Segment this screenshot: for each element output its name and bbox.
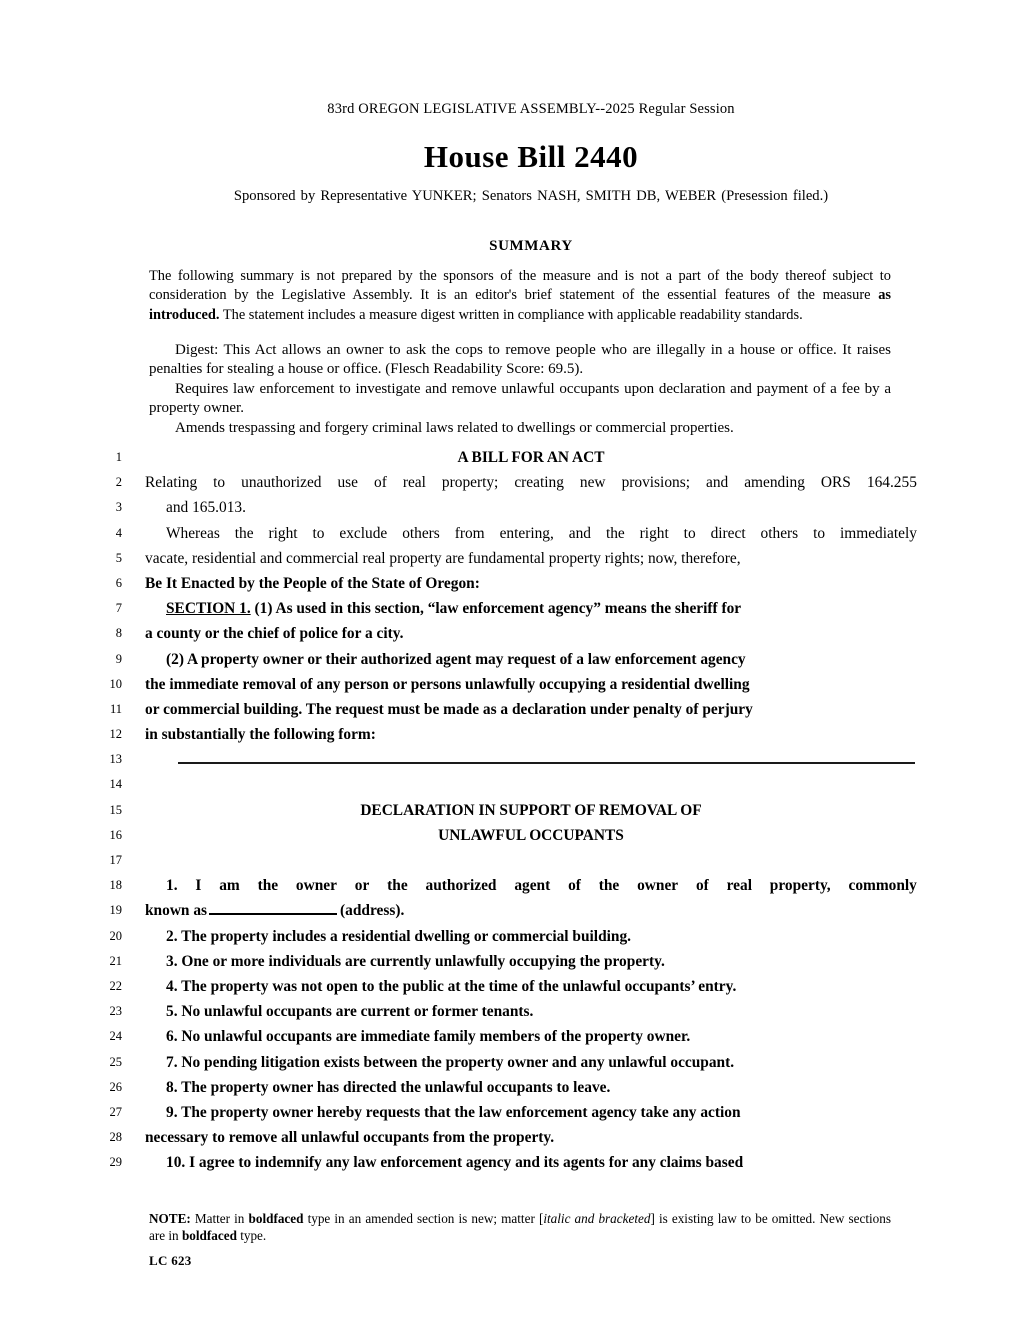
- digest-paragraph: Digest: This Act allows an owner to ask the cops to remove people who are illegally in a house or office. It raises penalties for stealing a house or office. (Flesch Readability Score: 69.5).: [149, 342, 891, 378]
- word: Whereas: [166, 524, 220, 542]
- line-number: 14: [109, 777, 122, 792]
- declaration-item-6: 6. No unlawful occupants are immediate family members of the property owner.: [166, 1028, 691, 1046]
- word: new: [579, 474, 606, 492]
- digest-paragraph: Requires law enforcement to investigate and remove unlawful occupants upon declaration and payment of a fee by a property owner.: [149, 380, 891, 417]
- word: provisions;: [621, 474, 690, 492]
- declaration-item-10: 10. I agree to indemnify any law enforcement agency and its agents for any claims based: [166, 1154, 744, 1172]
- bill-line: [0, 772, 1024, 797]
- word: property;: [441, 474, 499, 492]
- bill-line: [0, 521, 1024, 546]
- line-number: 25: [109, 1054, 122, 1069]
- line-number: 19: [109, 903, 122, 918]
- bill-line-text: [166, 521, 917, 546]
- word: exclude: [339, 524, 388, 542]
- word: direct: [710, 524, 746, 542]
- line-number: 16: [109, 827, 122, 842]
- bill-line: [0, 823, 1024, 848]
- word: am: [219, 877, 240, 895]
- bill-line: [0, 974, 1024, 999]
- lc-code: LC 623: [149, 1253, 192, 1268]
- line-number: 27: [109, 1104, 122, 1119]
- note-bold-2: boldfaced: [181, 1228, 237, 1244]
- bill-line-text: or commercial building. The request must be made as a declaration under penalty of perjury: [145, 700, 753, 718]
- bill-act-heading: A BILL FOR AN ACT: [457, 449, 605, 466]
- line-number: 17: [109, 853, 122, 867]
- word: entering,: [499, 524, 554, 542]
- word: the: [598, 877, 620, 895]
- word: real: [402, 474, 426, 492]
- word: authorized: [425, 877, 497, 895]
- section-text: (1) As used in this section, “law enforcement agency” means the sheriff for: [254, 600, 742, 618]
- bill-line: [0, 1100, 1024, 1125]
- declaration-item-8: 8. The property owner has directed the unlawful occupants to leave.: [166, 1078, 611, 1096]
- bill-line-text: a county or the chief of police for a city.: [145, 625, 404, 643]
- assembly-session-line: 83rd OREGON LEGISLATIVE ASSEMBLY--2025 Regular Session: [327, 101, 735, 117]
- bill-line: [0, 898, 1024, 923]
- note-text-2: type in an amended section is new; matter [: [303, 1211, 544, 1226]
- word: real: [726, 877, 752, 895]
- line-number: 20: [109, 928, 122, 943]
- bill-line: [0, 596, 1024, 621]
- address-blank-field[interactable]: [209, 902, 337, 915]
- word: others: [402, 524, 440, 542]
- note-text-1: Matter in: [190, 1211, 249, 1226]
- word: ORS: [820, 474, 851, 492]
- bill-line-text: vacate, residential and commercial real property are fundamental property rights; now, therefore,: [145, 549, 741, 567]
- note-text-4: type.: [236, 1228, 267, 1244]
- word: commonly: [848, 877, 917, 895]
- bill-line-text: [145, 470, 917, 495]
- line-number: 8: [115, 626, 122, 641]
- summary-disclaimer-part1: The following summary is not prepared by the sponsors of the measure and is not a part of the body thereof subject to consideration by the Legislative Assembly. It is an editor's brief statement of the essential features of the measure: [149, 268, 891, 304]
- note-bold-1: boldfaced: [248, 1211, 304, 1226]
- word: 164.255: [866, 474, 917, 492]
- bill-line: [0, 924, 1024, 949]
- word: property,: [769, 877, 831, 895]
- summary-as-introduced: as introduced.: [149, 287, 891, 323]
- bill-line: [0, 848, 1024, 873]
- summary-heading: SUMMARY: [489, 238, 573, 254]
- bill-line: [0, 1075, 1024, 1100]
- line-number: 24: [109, 1029, 122, 1044]
- declaration-item-5: 5. No unlawful occupants are current or former tenants.: [166, 1003, 534, 1021]
- line-number: 9: [115, 651, 122, 666]
- bill-line: [0, 1050, 1024, 1075]
- bill-line: [0, 1125, 1024, 1150]
- digest-block: [149, 341, 891, 438]
- bill-line: [0, 495, 1024, 520]
- enacting-clause: Be It Enacted by the People of the State of Oregon:: [145, 574, 480, 592]
- word: of: [568, 877, 581, 895]
- address-suffix: (address).: [340, 902, 405, 920]
- word: to: [213, 474, 226, 492]
- word: right: [639, 524, 669, 542]
- word: unauthorized: [241, 474, 322, 492]
- word: of: [374, 474, 387, 492]
- bill-line: [0, 672, 1024, 697]
- line-number: 29: [109, 1155, 122, 1170]
- bill-line: [0, 470, 1024, 495]
- sponsor-line: Sponsored by Representative YUNKER; Senators NASH, SMITH DB, WEBER (Presession filed.): [233, 188, 829, 204]
- summary-disclaimer-part2: The statement includes a measure digest written in compliance with applicable readability standards.: [219, 306, 803, 323]
- word: to: [683, 524, 696, 542]
- bill-line-text: (2) A property owner or their authorized agent may request of a law enforcement agency: [166, 650, 746, 668]
- summary-disclaimer: [149, 267, 891, 325]
- line-number: 15: [109, 802, 122, 817]
- word: of: [695, 877, 709, 895]
- word: to: [312, 524, 325, 542]
- word: Relating: [145, 474, 198, 492]
- declaration-heading-line2: UNLAWFUL OCCUPANTS: [438, 826, 624, 844]
- word: creating: [514, 474, 564, 492]
- word: the: [257, 877, 279, 895]
- word: I: [195, 877, 202, 895]
- declaration-item-4: 4. The property was not open to the public at the time of the unlawful occupants’ entry.: [166, 977, 737, 995]
- word: the: [234, 524, 254, 542]
- declaration-item-3: 3. One or more individuals are currently unlawfully occupying the property.: [166, 952, 665, 970]
- word: immediately: [840, 524, 917, 542]
- word: owner: [295, 877, 337, 895]
- line-number: 7: [115, 601, 122, 616]
- word: from: [454, 524, 485, 542]
- word: owner: [637, 877, 679, 895]
- bill-line-text: [166, 596, 917, 621]
- line-number: 4: [115, 525, 122, 540]
- word: right: [268, 524, 298, 542]
- word: 1.: [166, 877, 178, 895]
- line-number: 28: [109, 1130, 122, 1145]
- word: agent: [514, 877, 551, 895]
- bill-line-text: the immediate removal of any person or persons unlawfully occupying a residential dwelling: [145, 675, 750, 693]
- line-number: 10: [109, 676, 122, 691]
- bill-body: [0, 445, 1024, 1175]
- line-number: 13: [109, 752, 122, 767]
- word: to: [813, 524, 826, 542]
- note-italic-1: italic and bracketed: [543, 1211, 651, 1226]
- address-blank-line: [145, 898, 917, 923]
- bill-line: [0, 999, 1024, 1024]
- word: use: [337, 474, 359, 492]
- word: others: [760, 524, 799, 542]
- word: and: [568, 524, 592, 542]
- bill-line: [0, 445, 1024, 470]
- bill-line: [0, 621, 1024, 646]
- bill-line: [0, 571, 1024, 596]
- word: and: [705, 474, 729, 492]
- line-number: 3: [115, 500, 122, 515]
- line-number: 1: [115, 450, 122, 464]
- bill-line-text: in substantially the following form:: [145, 726, 376, 744]
- line-number: 18: [109, 878, 122, 893]
- bill-line-text: and 165.013.: [166, 499, 246, 517]
- line-number: 6: [115, 575, 122, 590]
- word: amending: [744, 474, 805, 492]
- footer-note: [149, 1210, 891, 1245]
- declaration-heading-line1: DECLARATION IN SUPPORT OF REMOVAL OF: [360, 801, 702, 819]
- bill-line: [0, 546, 1024, 571]
- bill-line: [0, 722, 1024, 747]
- line-number: 12: [109, 727, 122, 742]
- line-number: 5: [115, 550, 122, 565]
- address-prefix: known as: [145, 902, 208, 920]
- bill-line: [0, 697, 1024, 722]
- declaration-item-1: [166, 873, 917, 898]
- bill-line: [0, 949, 1024, 974]
- declaration-item-7: 7. No pending litigation exists between the property owner and any unlawful occupant.: [166, 1053, 735, 1071]
- bill-line: [0, 647, 1024, 672]
- bill-line: [0, 798, 1024, 823]
- bill-line: [0, 1150, 1024, 1175]
- line-number: 23: [109, 1004, 122, 1019]
- bill-line: [0, 1024, 1024, 1049]
- line-number: 22: [109, 978, 122, 993]
- bill-line: [0, 747, 1024, 772]
- declaration-item-2: 2. The property includes a residential dwelling or commercial building.: [166, 927, 632, 945]
- form-divider-rule: [178, 762, 915, 764]
- declaration-item-9: 9. The property owner hereby requests that the law enforcement agency take any action: [166, 1103, 741, 1121]
- section-label: SECTION 1.: [166, 600, 251, 618]
- line-number: 26: [109, 1079, 122, 1094]
- word: the: [387, 877, 408, 895]
- page-title: House Bill 2440: [423, 139, 639, 174]
- note-text-3: ] is existing law to be omitted. New sections are in: [149, 1211, 892, 1244]
- declaration-item-9-cont: necessary to remove all unlawful occupants from the property.: [145, 1129, 555, 1147]
- line-number: 21: [109, 953, 122, 968]
- bill-line: [0, 873, 1024, 898]
- word: or: [354, 877, 370, 895]
- note-label: NOTE:: [149, 1211, 191, 1226]
- word: the: [605, 524, 625, 542]
- line-number: 11: [109, 701, 122, 716]
- digest-paragraph: Amends trespassing and forgery criminal laws related to dwellings or commercial properties.: [175, 419, 734, 436]
- line-number: 2: [115, 475, 122, 490]
